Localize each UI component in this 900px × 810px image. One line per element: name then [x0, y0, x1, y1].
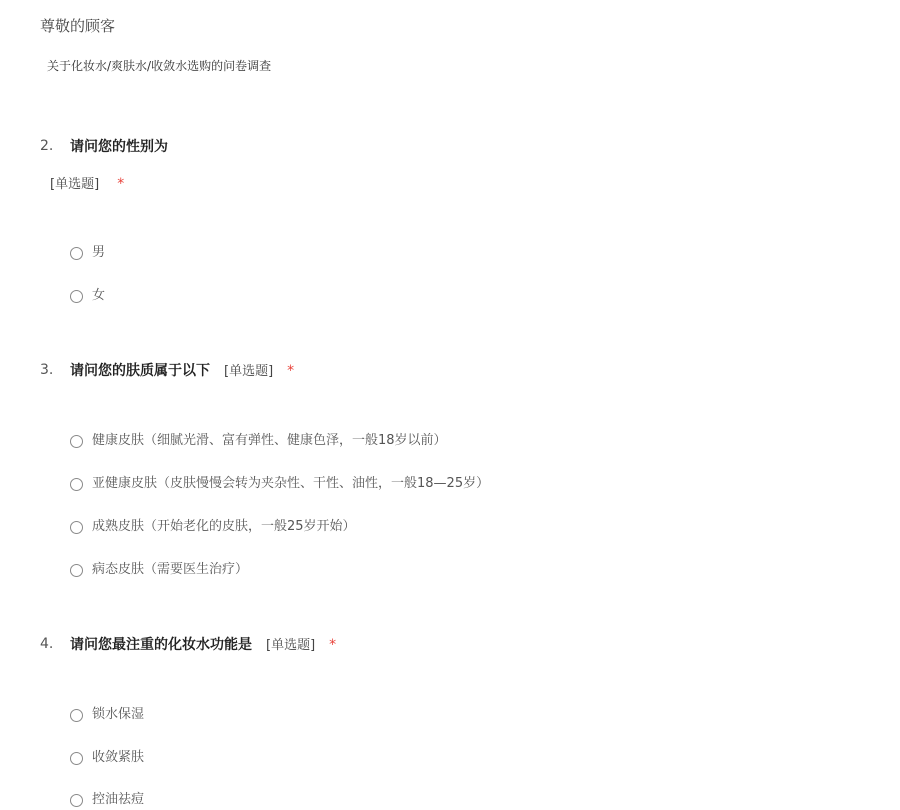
question-3-type: [单选题]: [224, 364, 274, 379]
question-2-number: 2.: [40, 138, 54, 154]
survey-subtitle: 关于化妆水/爽肤水/收敛水选购的问卷调查: [47, 59, 272, 73]
question-3-option-mature[interactable]: [70, 517, 356, 537]
question-3-option-subhealthy[interactable]: [70, 474, 489, 494]
question-4-number: 4.: [40, 636, 54, 652]
radio-button[interactable]: [70, 521, 83, 534]
greeting-heading: 尊敬的顾客: [40, 17, 116, 35]
option-label: 健康皮肤（细腻光滑、富有弹性、健康色泽，一般18岁以前）: [92, 433, 447, 448]
radio-button[interactable]: [70, 564, 83, 577]
question-3-number: 3.: [40, 362, 54, 378]
question-3-option-pathological[interactable]: [70, 560, 248, 580]
question-3-required-mark: *: [287, 363, 295, 379]
option-label: 亚健康皮肤（皮肤慢慢会转为夹杂性、干性、油性，一般18—25岁）: [92, 476, 490, 491]
question-2-option-female[interactable]: [70, 286, 105, 306]
option-label: 成熟皮肤（开始老化的皮肤，一般25岁开始）: [92, 519, 356, 534]
question-2-option-male[interactable]: [70, 243, 105, 263]
radio-button[interactable]: [70, 290, 83, 303]
option-label: 男: [92, 245, 106, 260]
question-3-option-healthy[interactable]: [70, 431, 447, 451]
question-2-title: 请问您的性别为: [70, 139, 168, 155]
radio-button[interactable]: [70, 752, 83, 765]
question-2-required-mark: *: [117, 176, 125, 192]
radio-button[interactable]: [70, 435, 83, 448]
question-2-type: [单选题]: [50, 177, 100, 192]
question-4-option-oil-control[interactable]: [70, 790, 144, 810]
radio-button[interactable]: [70, 247, 83, 260]
option-label: 收敛紧肤: [92, 750, 145, 765]
question-4-title: 请问您最注重的化妆水功能是: [70, 637, 252, 653]
question-4-type: [单选题]: [266, 638, 316, 653]
option-label: 病态皮肤（需要医生治疗）: [92, 562, 249, 577]
radio-button[interactable]: [70, 794, 83, 807]
option-label: 锁水保湿: [92, 707, 145, 722]
radio-button[interactable]: [70, 478, 83, 491]
question-4-required-mark: *: [329, 637, 337, 653]
option-label: 控油祛痘: [92, 792, 145, 807]
radio-button[interactable]: [70, 709, 83, 722]
question-4-option-moisturize[interactable]: [70, 705, 144, 725]
question-4-option-tighten[interactable]: [70, 748, 144, 768]
question-2-meta: [50, 175, 124, 194]
option-label: 女: [92, 288, 106, 303]
question-3-title-row: [70, 362, 294, 381]
question-3-title: 请问您的肤质属于以下: [70, 363, 210, 379]
question-4-title-row: [70, 636, 336, 655]
